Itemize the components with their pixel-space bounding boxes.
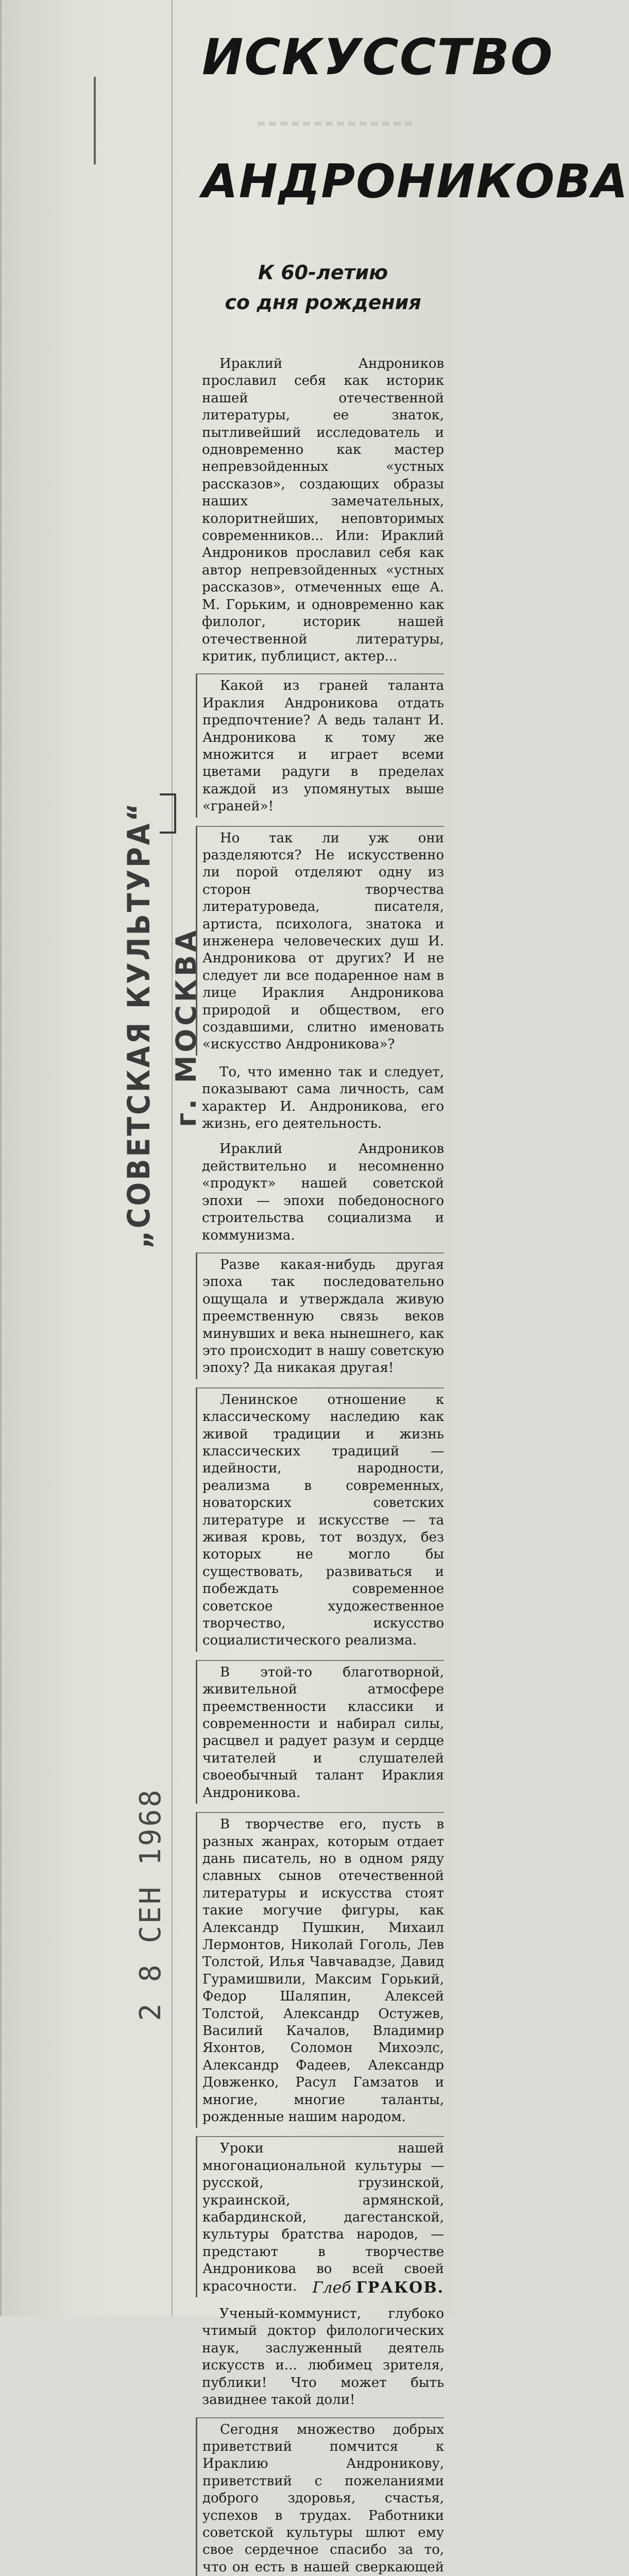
- subheadline-line-1: К 60-летию: [258, 261, 388, 284]
- paragraph: В этой-то благотворной, живительной атмосфере преемственности классики и современности и набирал силы, расцвел и радует разум и сердце читателей и слушателей своеобычный талант Ираклия Андроникова.: [196, 1660, 444, 1804]
- stamp-city: г. МОСКВА: [170, 927, 202, 1127]
- paragraph: То, что именно так и следует, показывают сама личность, сам характер И. Андроникова, его жизнь, его деятельность.: [202, 1064, 444, 1133]
- stamp-newspaper-name: „СОВЕТСКАЯ КУЛЬТУРА“: [121, 801, 157, 1249]
- paragraph: Сегодня множество добрых приветствий помчится к Ираклию Андроникову, приветствий с пожеланиями доброго здоровья, счастья, успехов в трудах. Работники советской культуры шлют ему свое сердечное спасибо за то, что он есть в нашей сверкающей: [196, 2417, 444, 2576]
- author-last-name: ГРАКОВ.: [356, 2279, 444, 2297]
- date-stamp: 2 8 СЕН 1968: [134, 1788, 167, 2021]
- article-body: [202, 355, 444, 2576]
- pen-mark: [89, 77, 96, 165]
- fold-edge: [0, 0, 2, 2316]
- headline-line-2: АНДРОНИКОВА: [202, 155, 444, 209]
- paragraph: Ираклий Андроников действительно и несомненно «продукт» нашей советской эпохи — эпохи победоносного строительства социализма и коммунизма.: [202, 1141, 444, 1244]
- paragraph: В творчестве его, пусть в разных жанрах, которым отдает дань писатель, но в одном ряду славных сынов отечественной литературы и искусства стоят такие могучие фигуры, как Александр Пушкин, Михаил Лермонтов, Николай Гоголь, Лев Толстой, Илья Чавчавадзе, Давид Гурамишвили, Максим Горький, Федор Шаляпин, Алексей Толстой, Александр Остужев, Василий Качалов, Владимир Яхонтов, Соломон Михоэлс, Александр Фадеев, Александр Довженко, Расул Гамзатов и многие, многие таланты, рожденные нашим народом.: [196, 1812, 444, 2128]
- headline-line-1: ИСКУССТВО: [202, 28, 444, 86]
- paragraph: Ираклий Андроников прославил себя как историк нашей отечественной литературы, ее знаток, пытливейший исследователь и одновременно как мастер непревзойденных «устных рассказов», создающих образы наших замечательных, колоритнейших, неповторимых современников... Или: Ираклий Андроников прославил себя как автор непревзойденных «устных рассказов», отмеченных еще А. М. Горьким, и одновременно как филолог, историк нашей отечественной литературы, критик, публицист, актер...: [202, 355, 444, 665]
- stamp-bracket: [160, 793, 176, 834]
- subheadline-line-2: со дня рождения: [225, 291, 421, 314]
- paragraph: Ленинское отношение к классическому наследию как живой традиции и жизнь классических традиций — идейности, народности, реализма в современных, новаторских советских литературе и искусстве — та живая кровь, тот воздух, без которых не могло бы существовать, развиваться и побеждать современное советское художественное творчество, искусство социалистического реализма.: [196, 1387, 444, 1652]
- paragraph: Ученый-коммунист, глубоко чтимый доктор филологических наук, заслуженный деятель искусств и... любимец зрителя, публики! Что может быть завиднее такой доли!: [202, 2306, 444, 2409]
- paragraph: Но так ли уж они разделяются? Не искусственно ли порой отделяют одну из сторон творчества литературоведа, писателя, артиста, психолога, знатока и инженера человеческих душ И. Андроникова от других? И не следует ли все подаренное нам в лице Ираклия Андроникова природой и обществом, его создавшими, слитно именовать «искусство Андроникова»?: [196, 826, 444, 1056]
- column-rule: [172, 0, 173, 2316]
- bleed-through-text: [258, 122, 412, 126]
- newspaper-stamp: [121, 801, 157, 1249]
- paragraph: Разве какая-нибудь другая эпоха так последовательно ощущала и утверждала живую преемственную связь веков минувших и века нынешнего, как это происходит в нашу советскую эпоху? Да никакая другая!: [196, 1252, 444, 1379]
- paragraph: Какой из граней таланта Ираклия Андроникова отдать предпочтение? А ведь талант И. Андроникова к тому же множится и играет всеми цветами радуги в пределах каждой из упомянутых выше «граней»!: [196, 673, 444, 817]
- paragraph: Уроки нашей многонациональной культуры — русской, грузинской, украинской, армянской, кабардинской, дагестанской, культуры братства народов, — предстают в творчестве Андроникова во всей своей красочности.: [196, 2136, 444, 2297]
- subheadline: [202, 258, 444, 317]
- author-first-name: Глеб: [312, 2279, 351, 2297]
- author-signature: [202, 2279, 444, 2297]
